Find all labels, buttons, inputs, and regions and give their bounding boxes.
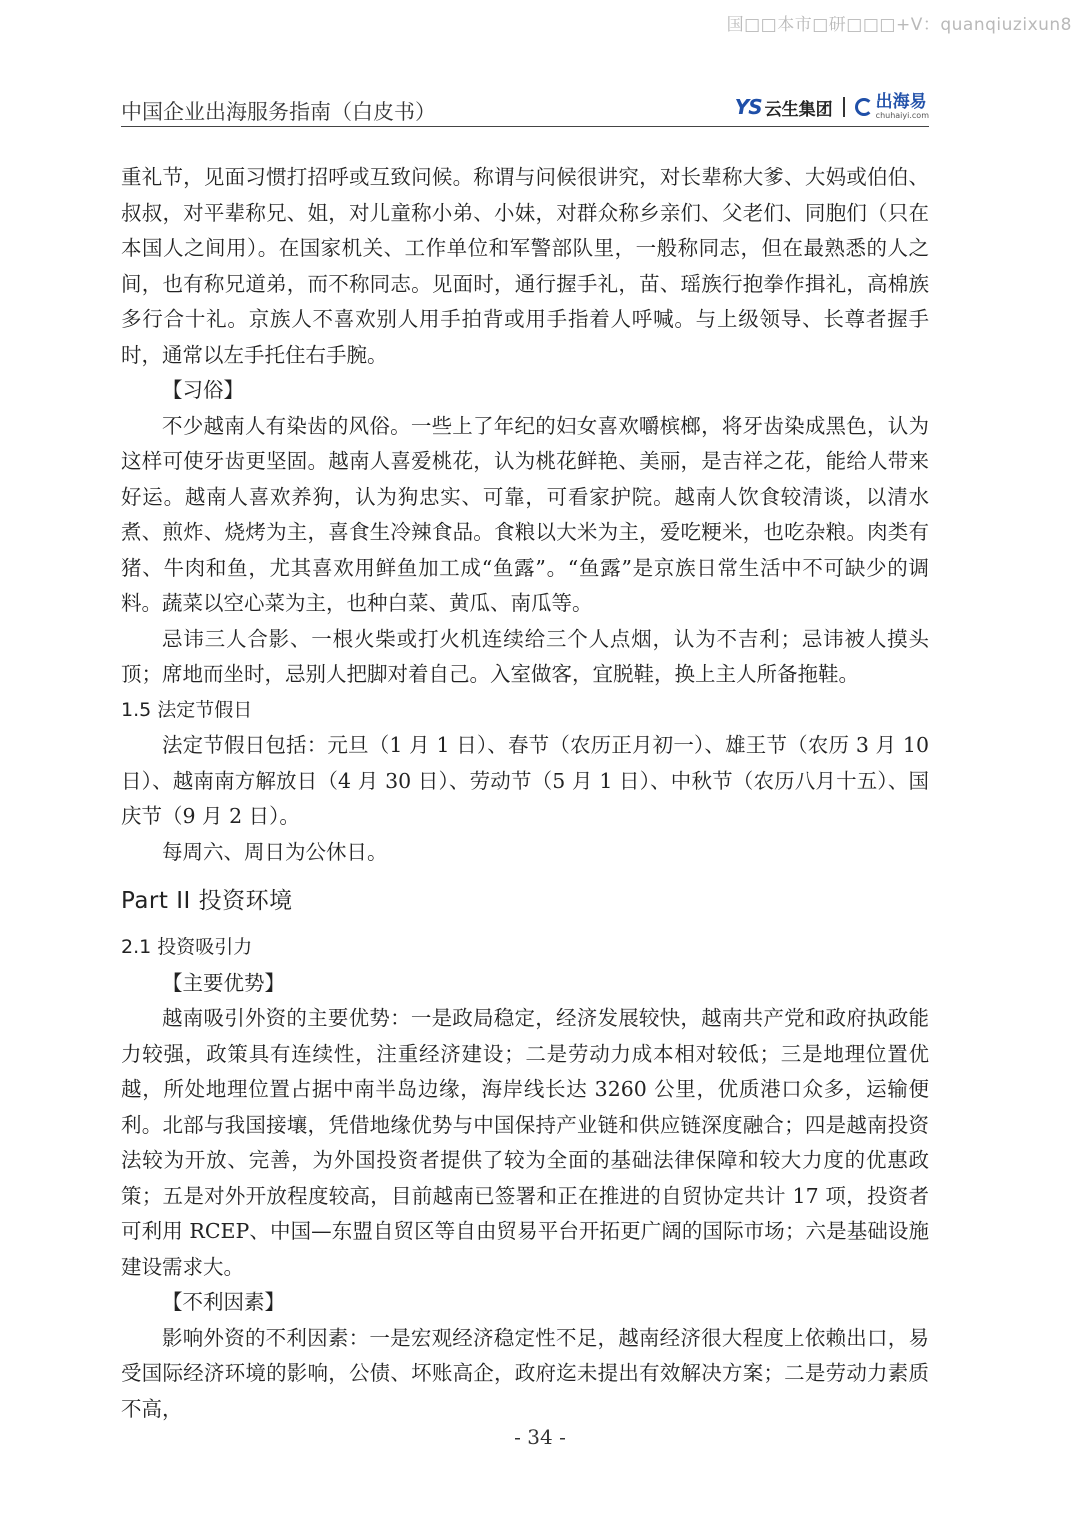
section-heading-attractiveness: 2.1 投资吸引力 xyxy=(121,936,253,958)
part-heading-investment: Part II 投资环境 xyxy=(121,888,293,914)
paragraph-taboos: 忌讳三人合影、一根火柴或打火机连续给三个人点烟，认为不吉利；忌讳被人摸头顶；席地而坐时，忌别人把脚对着自己。入室做客，宜脱鞋，换上主人所备拖鞋。 xyxy=(121,626,929,686)
paragraph-etiquette: 重礼节，见面习惯打招呼或互致问候。称谓与问候很讲究，对长辈称大爹、大妈或伯伯、叔叔，对平辈称兄、姐，对儿童称小弟、小妹，对群众称乡亲们、父老们、同胞们（只在本国人之间用）。在国家机关、工作单位和军警部队里，一般称同志，但在最熟悉的人之间，也有称兄道弟，而不称同志。见面时，通行握手礼，苗、瑶族行抱拳作揖礼，高棉族多行合十礼。京族人不喜欢别人用手拍背或用手指着人呼喊。与上级领导、长尊者握手时，通常以左手托住右手腕。 xyxy=(121,165,929,367)
section-heading-holidays: 1.5 法定节假日 xyxy=(121,698,253,721)
paragraph-holidays: 法定节假日包括：元旦（1 月 1 日）、春节（农历正月初一）、雄王节（农历 3 月 10 日）、越南南方解放日（4 月 30 日）、劳动节（5 月 1 日）、中秋节（农历八月十五）、国庆节（9 月 2 日）。 xyxy=(121,733,929,828)
subheading-customs: 【习俗】 xyxy=(162,378,244,402)
paragraph-weekends: 每周六、周日为公休日。 xyxy=(162,839,388,864)
chuhaiyi-logo xyxy=(876,94,929,120)
paragraph-customs: 不少越南人有染齿的风俗。一些上了年纪的妇女喜欢嚼槟榔，将牙齿染成黑色，认为这样可使牙齿更坚固。越南人喜爱桃花，认为桃花鲜艳、美丽，是吉祥之花，能给人带来好运。越南人喜欢养狗，认为狗忠实、可靠，可看家护院。越南人饮食较清谈，以清水煮、煎炸、烧烤为主，喜食生冷辣食品。食粮以大米为主，爱吃粳米，也吃杂粮。肉类有猪、牛肉和鱼，尤其喜欢用鲜鱼加工成“鱼露”。“鱼露”是京族日常生活中不可缺少的调料。蔬菜以空心菜为主，也种白菜、黄瓜、南瓜等。 xyxy=(121,413,929,615)
watermark-text: 国□□本市□研□□□+V：quanqiuzixun8 xyxy=(726,15,1072,35)
chuhaiyi-logo-icon xyxy=(855,98,873,116)
chuhaiyi-logo-url: chuhaiyi.com xyxy=(875,111,929,120)
paragraph-disadvantages: 影响外资的不利因素：一是宏观经济稳定性不足，越南经济很大程度上依赖出口，易受国际经济环境的影响，公债、坏账高企，政府迄未提出有效解决方案；二是劳动力素质不高， xyxy=(121,1325,929,1421)
document-title: 中国企业出海服务指南（白皮书） xyxy=(121,100,436,124)
logo-divider xyxy=(843,97,845,117)
chuhaiyi-logo-name: 出海易 xyxy=(875,92,927,112)
subheading-disadvantages: 【不利因素】 xyxy=(162,1290,285,1314)
page-header xyxy=(121,92,929,127)
paragraph-advantages: 越南吸引外资的主要优势：一是政局稳定，经济发展较快，越南共产党和政府执政能力较强，政策具有连续性，注重经济建设；二是劳动力成本相对较低；三是地理位置优越，所处地理位置占据中南半岛边缘，海岸线长达 3260 公里，优质港口众多，运输便利。北部与我国接壤，凭借地缘优势与中国保持产业链和供应链深度融合；四是越南投资法较为开放、完善，为外国投资者提供了较为全面的基础法律保障和较大力度的优惠政策；五是对外开放程度较高，目前越南已签署和正在推进的自贸协定共计 17 项，投资者可利用 RCEP、中国—东盟自贸区等自由贸易平台开拓更广阔的国际市场；六是基础设施建设需求大。 xyxy=(121,1006,929,1279)
yunsheng-logo-name: 云生集团 xyxy=(764,99,833,120)
subheading-advantages: 【主要优势】 xyxy=(162,970,285,995)
publisher-logos xyxy=(735,94,929,120)
page-number: - 34 - xyxy=(514,1425,566,1449)
page-body xyxy=(121,160,929,1427)
yunsheng-logo-mark: YS xyxy=(734,95,762,119)
